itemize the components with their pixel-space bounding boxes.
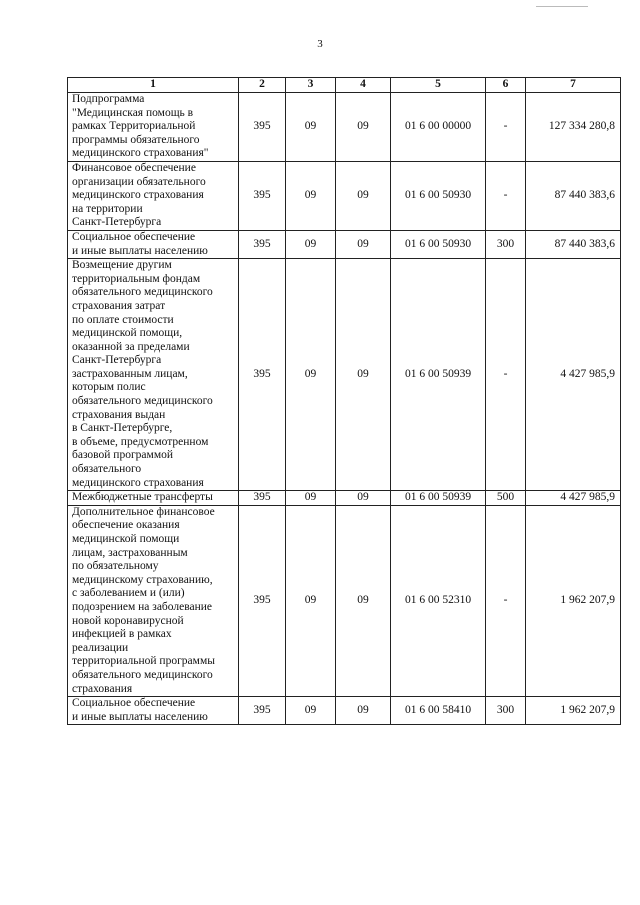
cell-code-gl: 395 [239,259,286,491]
cell-expense-type: 300 [486,230,526,258]
cell-amount: 1 962 207,9 [526,505,621,696]
cell-amount: 1 962 207,9 [526,697,621,725]
cell-expense-type: - [486,93,526,162]
row-name-line: инфекцией в рамках [72,628,172,641]
cell-subsection: 09 [336,230,391,258]
table-row [68,259,621,491]
table-row [68,697,621,725]
cell-code-gl: 395 [239,505,286,696]
column-header: 1 [68,78,239,93]
cell-target-article: 01 6 00 50939 [391,259,486,491]
row-name-line: подозрением на заболевание [72,600,213,613]
cell-subsection: 09 [336,697,391,725]
row-name-line: Финансовое обеспечение [72,161,196,174]
row-name-line: Санкт-Петербурга [72,354,162,367]
row-name [68,161,239,230]
row-name-line: территориальным фондам [72,272,201,285]
cell-expense-type: 500 [486,491,526,506]
row-name-line: застрахованным лицам, [72,367,188,380]
cell-section: 09 [286,505,336,696]
cell-subsection: 09 [336,259,391,491]
cell-subsection: 09 [336,491,391,506]
column-header: 3 [286,78,336,93]
page-corner-mark [536,0,588,7]
cell-code-gl: 395 [239,161,286,230]
row-name-line: обязательного [72,463,142,476]
column-header: 4 [336,78,391,93]
row-name-line: новой коронавирусной [72,614,184,627]
row-name-line: страхования выдан [72,408,166,421]
row-name-line: оказанной за пределами [72,340,190,353]
cell-section: 09 [286,491,336,506]
row-name-line: по обязательному [72,560,159,573]
row-name-line: программы обязательного [72,133,200,146]
row-name-line: организации обязательного [72,175,206,188]
cell-code-gl: 395 [239,491,286,506]
cell-section: 09 [286,230,336,258]
row-name-line: Возмещение другим [72,259,172,272]
row-name-line: медицинского страхования [72,476,204,489]
row-name-line: по оплате стоимости [72,313,174,326]
cell-expense-type: - [486,259,526,491]
cell-amount: 4 427 985,9 [526,259,621,491]
row-name-line: на территории [72,202,143,215]
row-name-line: в Санкт-Петербурге, [72,422,173,435]
cell-target-article: 01 6 00 50930 [391,230,486,258]
cell-target-article: 01 6 00 00000 [391,93,486,162]
row-name-line: базовой программой [72,449,173,462]
row-name [68,491,239,506]
cell-subsection: 09 [336,93,391,162]
row-name-line: Санкт-Петербурга [72,216,162,229]
row-name-line: обязательного медицинского [72,286,213,299]
row-name-line: обязательного медицинского [72,395,213,408]
row-name-line: рамках Территориальной [72,120,196,133]
column-header: 5 [391,78,486,93]
budget-table [67,77,621,725]
cell-target-article: 01 6 00 52310 [391,505,486,696]
row-name-line: Подпрограмма [72,93,145,105]
cell-amount: 87 440 383,6 [526,161,621,230]
row-name [68,505,239,696]
row-name-line: с заболеванием и (или) [72,587,185,600]
row-name-line: страхования затрат [72,299,166,312]
cell-expense-type: - [486,505,526,696]
row-name-line: медицинского страхования [72,189,204,202]
cell-amount: 127 334 280,8 [526,93,621,162]
row-name-line: "Медицинская помощь в [72,106,194,119]
column-header: 2 [239,78,286,93]
cell-target-article: 01 6 00 50939 [391,491,486,506]
cell-section: 09 [286,259,336,491]
row-name-line: в объеме, предусмотренном [72,435,209,448]
row-name-line: медицинской помощи [72,533,180,545]
table-row [68,161,621,230]
cell-subsection: 09 [336,505,391,696]
row-name-line: обеспечение оказания [72,519,180,532]
cell-amount: 87 440 383,6 [526,230,621,258]
row-name-line: медицинскому страхованию, [72,573,213,586]
table-row [68,230,621,258]
cell-code-gl: 395 [239,697,286,725]
row-name-line: лицам, застрахованным [72,546,188,559]
cell-section: 09 [286,161,336,230]
cell-subsection: 09 [336,161,391,230]
row-name-line: медицинской помощи, [72,327,183,340]
cell-section: 09 [286,697,336,725]
row-name-line: Дополнительное финансовое [72,505,215,518]
cell-code-gl: 395 [239,230,286,258]
row-name-line: и иные выплаты населению [72,710,208,723]
table-row [68,491,621,506]
cell-expense-type: 300 [486,697,526,725]
column-header: 7 [526,78,621,93]
cell-target-article: 01 6 00 50930 [391,161,486,230]
row-name-line: обязательного медицинского [72,668,213,681]
header-row [68,78,621,93]
cell-section: 09 [286,93,336,162]
table-row [68,93,621,162]
row-name [68,230,239,258]
cell-code-gl: 395 [239,93,286,162]
row-name-line: страхования [72,682,133,695]
row-name [68,259,239,491]
cell-amount: 4 427 985,9 [526,491,621,506]
row-name-line: которым полис [72,381,146,394]
row-name [68,697,239,725]
row-name-line: реализации [72,641,129,654]
table-row [68,505,621,696]
row-name-line: Межбюджетные трансферты [72,491,213,504]
cell-expense-type: - [486,161,526,230]
row-name-line: территориальной программы [72,655,215,668]
column-header: 6 [486,78,526,93]
row-name-line: медицинского страхования" [72,147,209,160]
page-number: 3 [317,38,323,50]
row-name [68,93,239,162]
cell-target-article: 01 6 00 58410 [391,697,486,725]
row-name-line: Социальное обеспечение [72,697,196,710]
row-name-line: Социальное обеспечение [72,230,196,243]
row-name-line: и иные выплаты населению [72,244,208,257]
